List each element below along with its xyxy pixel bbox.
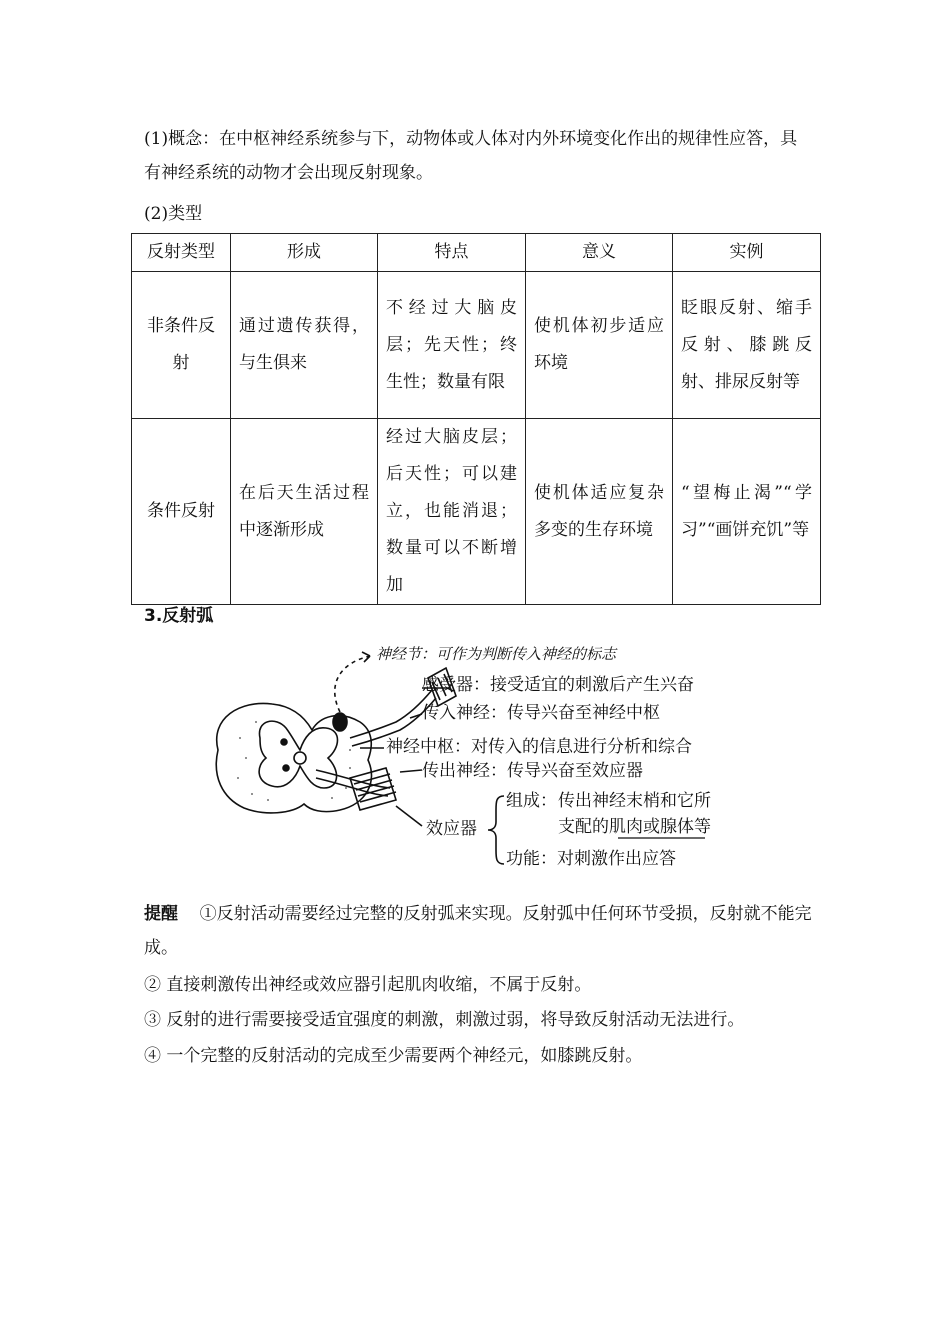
center-label: 神经中枢：对传入的信息进行分析和综合 <box>386 737 692 757</box>
tip-label: 提醒 <box>144 904 178 924</box>
ganglion <box>333 713 347 731</box>
afferent-label: 传入神经：传导兴奋至神经中枢 <box>422 703 660 723</box>
receptor-label: 感受器：接受适宜的刺激后产生兴奋 <box>422 675 694 695</box>
header-features: 特点 <box>378 234 526 272</box>
ganglion-pointer <box>335 656 370 712</box>
afferent-leader <box>410 714 422 718</box>
cell-type: 条件反射 <box>132 419 231 605</box>
central-canal <box>294 752 306 764</box>
effector-leader <box>396 806 422 826</box>
neuron-body <box>283 765 289 771</box>
cell-significance: 使机体适应复杂多变的生存环境 <box>526 419 673 605</box>
cell-formation: 在后天生活过程中逐渐形成 <box>231 419 378 605</box>
header-formation: 形成 <box>231 234 378 272</box>
table-header-row <box>132 234 821 272</box>
cell-examples: 眨眼反射、缩手反射、膝跳反射、排尿反射等 <box>673 272 821 419</box>
function-label: 功能：对刺激作出应答 <box>506 849 676 869</box>
composition-underlined: 肌肉或腺体 <box>609 817 694 837</box>
cell-formation: 通过遗传获得，与生俱来 <box>231 272 378 419</box>
ganglion-note: 神经节：可作为判断传入神经的标志 <box>376 645 617 663</box>
reflex-arc-heading: 3.反射弧 <box>144 606 214 626</box>
header-significance: 意义 <box>526 234 673 272</box>
tip-4: ④ 一个完整的反射活动的完成至少需要两个神经元，如膝跳反射。 <box>144 1046 643 1066</box>
cell-features: 经过大脑皮层；后天性；可以建立，也能消退；数量可以不断增加 <box>378 419 526 605</box>
effector-brace <box>488 796 504 864</box>
tip-1 <box>144 897 814 965</box>
neuron-body <box>281 739 287 745</box>
composition-line2 <box>558 816 711 838</box>
table-row <box>132 272 821 419</box>
efferent-label: 传出神经：传导兴奋至效应器 <box>422 761 643 781</box>
header-examples: 实例 <box>673 234 821 272</box>
cell-features: 不经过大脑皮层；先天性；终生性；数量有限 <box>378 272 526 419</box>
composition-post: 等 <box>694 817 711 837</box>
ganglion-pointer-head <box>362 652 370 662</box>
efferent-leader <box>400 770 422 772</box>
composition-pre: 支配的 <box>558 817 609 837</box>
cell-significance: 使机体初步适应环境 <box>526 272 673 419</box>
tip-3: ③ 反射的进行需要接受适宜强度的刺激，刺激过弱，将导致反射活动无法进行。 <box>144 1010 745 1030</box>
concept-paragraph: (1)概念：在中枢神经系统参与下，动物体或人体对内外环境变化作出的规律性应答，具有神经系统的动物才会出现反射现象。 <box>144 129 798 183</box>
cell-type: 非条件反射 <box>132 272 231 419</box>
table-row <box>132 419 821 605</box>
types-heading: (2)类型 <box>144 204 203 224</box>
composition-line1: 传出神经末梢和它所 <box>558 791 711 811</box>
composition-label: 组成： <box>506 791 557 811</box>
tip-1-text: ①反射活动需要经过完整的反射弧来实现。反射弧中任何环节受损，反射就不能完成。 <box>144 904 812 958</box>
reflex-types-table <box>131 233 821 605</box>
cell-examples: “望梅止渴”“学习”“画饼充饥”等 <box>673 419 821 605</box>
tip-2: ② 直接刺激传出神经或效应器引起肌肉收缩，不属于反射。 <box>144 975 592 995</box>
grey-matter <box>259 721 337 788</box>
effector-label: 效应器 <box>426 819 477 839</box>
header-type: 反射类型 <box>132 234 231 272</box>
reflex-arc-figure <box>200 638 760 878</box>
